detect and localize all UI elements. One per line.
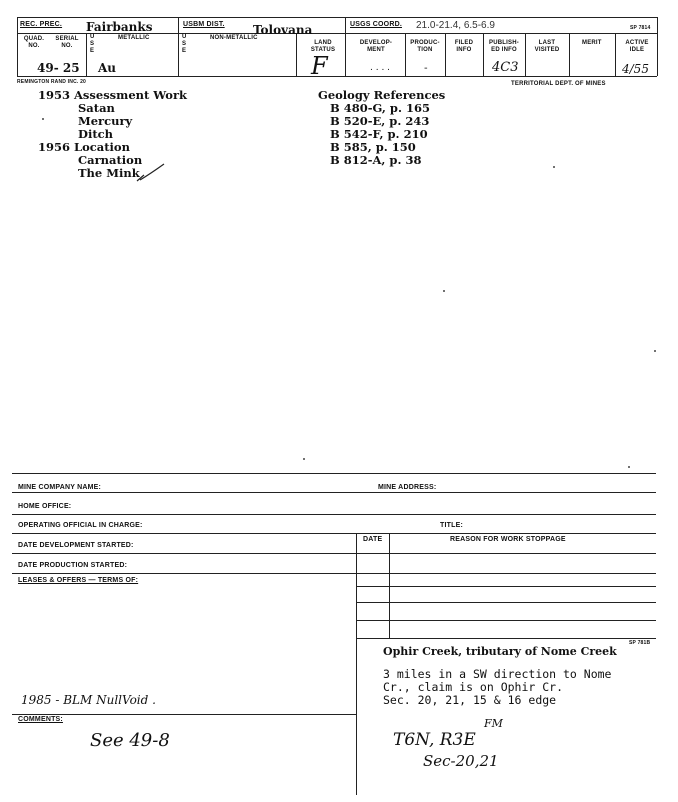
- leases-label: LEASES & OFFERS — TERMS OF:: [18, 577, 139, 584]
- speck: [553, 166, 555, 168]
- note-line: Satan: [78, 101, 115, 115]
- handwritten-see-note: See 49-8: [90, 730, 170, 751]
- speck: [628, 466, 630, 468]
- use-mark-s2: S: [182, 41, 187, 47]
- publish-info-label: PUBLISH-ED INFO: [489, 40, 519, 53]
- use-mark-u: U: [90, 34, 95, 40]
- handwritten-sections: Sec-20,21: [423, 752, 499, 770]
- note-line: Mercury: [78, 114, 133, 128]
- handwritten-blm-note: 1985 - BLM NullVoid .: [21, 693, 156, 707]
- title-label: TITLE:: [440, 522, 463, 529]
- check-mark-icon: [136, 162, 166, 184]
- speck: [42, 118, 44, 120]
- geology-ref: B 812-A, p. 38: [330, 153, 422, 167]
- date-column-label: DATE: [363, 536, 383, 543]
- use-mark-e2: E: [182, 48, 187, 54]
- usbm-dist-value: Tolovana: [253, 23, 313, 37]
- dept-note: TERRITORIAL DEPT. OF MINES: [511, 81, 606, 87]
- handwritten-township: T6N, R3E: [393, 730, 476, 750]
- produc-tion-label: PRODUC-TION: [410, 40, 440, 53]
- note-line: 1956 Location: [38, 140, 130, 154]
- active-idle-label: ACTIVE IDLE: [625, 40, 649, 53]
- reason-column-label: REASON FOR WORK STOPPAGE: [450, 536, 566, 543]
- geology-ref: B 585, p. 150: [330, 140, 416, 154]
- home-office-label: HOME OFFICE:: [18, 503, 72, 510]
- produc-value: -: [424, 63, 428, 74]
- quad-no-label: QUAD. NO.: [23, 36, 45, 49]
- mine-company-label: MINE COMPANY NAME:: [18, 484, 102, 491]
- date-development-label: DATE DEVELOPMENT STARTED:: [18, 542, 134, 549]
- form-code-bottom: SP 781B: [629, 640, 651, 646]
- note-line: Carnation: [78, 153, 143, 167]
- speck: [443, 290, 445, 292]
- note-line: Ditch: [78, 127, 114, 141]
- land-status-label: LAND STATUS: [310, 40, 336, 53]
- develop-value: . . . .: [370, 63, 391, 73]
- publish-value: 4C3: [492, 60, 519, 75]
- geology-ref: B 542-F, p. 210: [330, 127, 428, 141]
- location-title: Ophir Creek, tributary of Nome Creek: [383, 645, 617, 658]
- header-top-line: [17, 17, 657, 18]
- date-production-label: DATE PRODUCTION STARTED:: [18, 562, 128, 569]
- rec-prec-label: REC. PREC.: [20, 21, 63, 28]
- active-value: 4/55: [622, 62, 649, 76]
- usgs-coord-value: 21.0-21.4, 6.5-6.9: [416, 20, 495, 31]
- comments-label: COMMENTS:: [18, 716, 63, 723]
- merit-label: MERIT: [582, 40, 602, 46]
- filed-info-label: FILED INFO: [454, 40, 474, 53]
- location-line: Cr., claim is on Ophir Cr.: [383, 680, 564, 694]
- quad-serial-value: 49- 25: [37, 61, 80, 75]
- geology-ref: B 520-E, p. 243: [330, 114, 430, 128]
- location-line: Sec. 20, 21, 15 & 16 edge: [383, 693, 557, 707]
- speck: [654, 350, 656, 352]
- header-bottom-line: [17, 76, 657, 77]
- mine-address-label: MINE ADDRESS:: [378, 484, 437, 491]
- note-line: 1953 Assessment Work: [38, 88, 187, 102]
- metallic-label: METALLIC: [118, 35, 150, 41]
- usbm-dist-label: USBM DIST.: [183, 21, 225, 28]
- form-code-top: SP 7814: [630, 25, 651, 31]
- last-visited-label: LAST VISITED: [534, 40, 560, 53]
- serial-no-label: SERIAL NO.: [55, 36, 79, 49]
- develop-ment-label: DEVELOP-MENT: [359, 40, 393, 53]
- speck: [303, 458, 305, 460]
- metallic-value: Au: [98, 61, 117, 75]
- use-mark-u2: U: [182, 34, 187, 40]
- usgs-coord-label: USGS COORD.: [350, 21, 402, 28]
- handwritten-fm: FM: [484, 717, 503, 730]
- non-metallic-label: NON-METALLIC: [210, 35, 258, 41]
- geology-ref: B 480-G, p. 165: [330, 101, 430, 115]
- use-mark-s: S: [90, 41, 95, 47]
- location-line: 3 miles in a SW direction to Nome: [383, 667, 612, 681]
- note-line: The Mink: [78, 166, 140, 180]
- use-mark-e: E: [90, 48, 95, 54]
- geology-title: Geology References: [318, 88, 446, 102]
- rec-prec-value: Fairbanks: [86, 20, 153, 34]
- operating-official-label: OPERATING OFFICIAL IN CHARGE:: [18, 522, 143, 529]
- typewriter-note: REMINGTON RAND INC. 20: [17, 79, 87, 85]
- land-status-value: F: [311, 52, 328, 80]
